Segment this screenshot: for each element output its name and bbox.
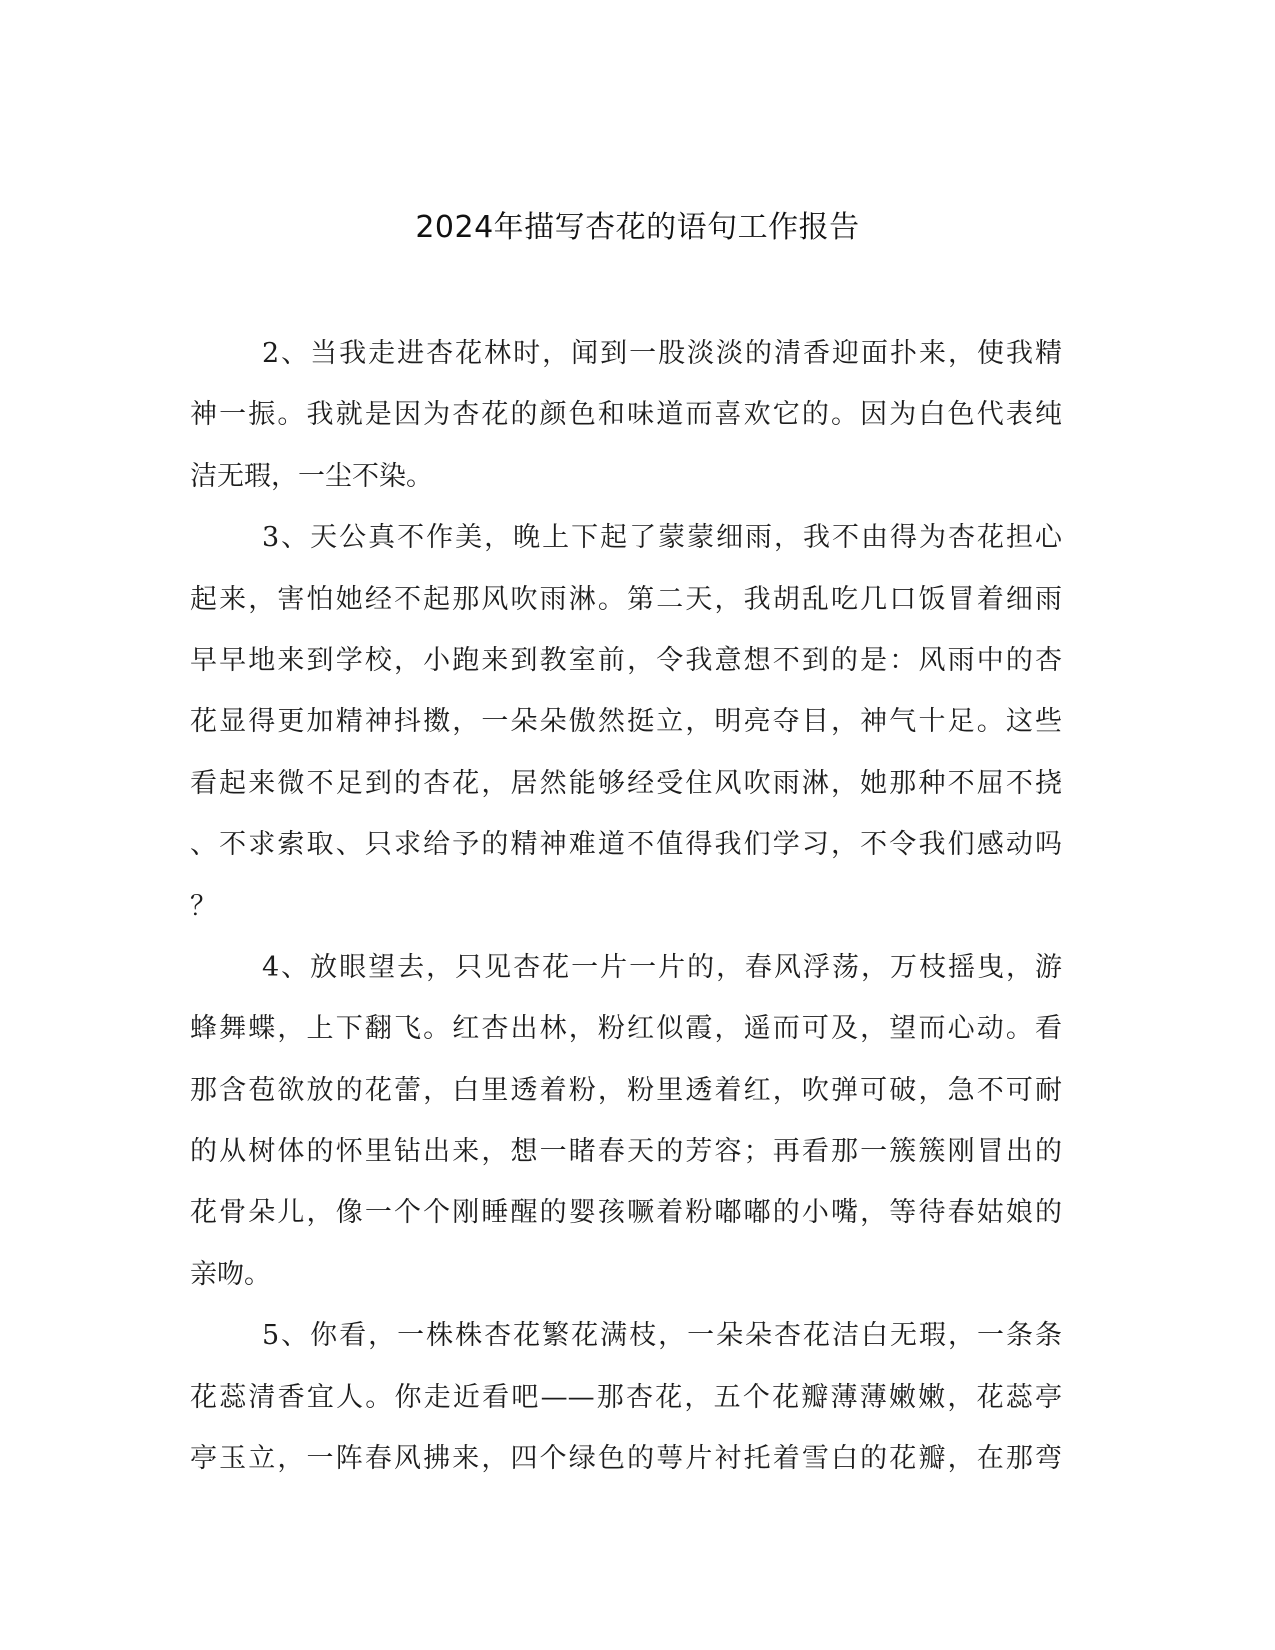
text-line: 花显得更加精神抖擞，一朵朵傲然挺立，明亮夺目，神气十足。这些 bbox=[190, 706, 1062, 738]
text-line: 5、你看，一株株杏花繁花满枝，一朵朵杏花洁白无瑕，一条条 bbox=[262, 1320, 1062, 1352]
document-body bbox=[190, 323, 1062, 1489]
text-line: 亲吻。 bbox=[190, 1258, 271, 1290]
text-line: 花蕊清香宜人。你走近看吧——那杏花，五个花瓣薄薄嫩嫩，花蕊亭 bbox=[190, 1381, 1062, 1413]
text-line: 3、天公真不作美，晚上下起了蒙蒙细雨，我不由得为杏花担心 bbox=[262, 522, 1062, 554]
text-line: 神一振。我就是因为杏花的颜色和味道而喜欢它的。因为白色代表纯 bbox=[190, 399, 1062, 431]
text-line: 的从树体的怀里钻出来，想一睹春天的芳容；再看那一簇簇刚冒出的 bbox=[190, 1136, 1062, 1168]
text-line: 、不求索取、只求给予的精神难道不值得我们学习，不令我们感动吗 bbox=[190, 829, 1062, 861]
text-line: ？ bbox=[190, 890, 217, 922]
text-line: 2、当我走进杏花林时，闻到一股淡淡的清香迎面扑来，使我精 bbox=[262, 338, 1062, 369]
text-line: 那含苞欲放的花蕾，白里透着粉，粉里透着红，吹弹可破，急不可耐 bbox=[190, 1074, 1062, 1106]
text-line: 亭玉立，一阵春风拂来，四个绿色的萼片衬托着雪白的花瓣，在那弯 bbox=[190, 1443, 1062, 1475]
text-line: 蜂舞蝶，上下翻飞。红杏出林，粉红似霞，遥而可及，望而心动。看 bbox=[190, 1013, 1062, 1045]
text-line: 看起来微不足到的杏花，居然能够经受住风吹雨淋，她那种不屈不挠 bbox=[190, 767, 1062, 799]
document-title: 2024年描写杏花的语句工作报告 bbox=[415, 210, 860, 245]
text-line: 洁无瑕，一尘不染。 bbox=[190, 460, 433, 492]
text-line: 早早地来到学校，小跑来到教室前，令我意想不到的是：风雨中的杏 bbox=[190, 644, 1062, 676]
text-line: 4、放眼望去，只见杏花一片一片的，春风浮荡，万枝摇曳，游 bbox=[262, 951, 1062, 983]
text-line: 花骨朵儿，像一个个刚睡醒的婴孩噘着粉嘟嘟的小嘴，等待春姑娘的 bbox=[190, 1197, 1062, 1229]
text-line: 起来，害怕她经不起那风吹雨淋。第二天，我胡乱吃几口饭冒着细雨 bbox=[190, 583, 1062, 615]
